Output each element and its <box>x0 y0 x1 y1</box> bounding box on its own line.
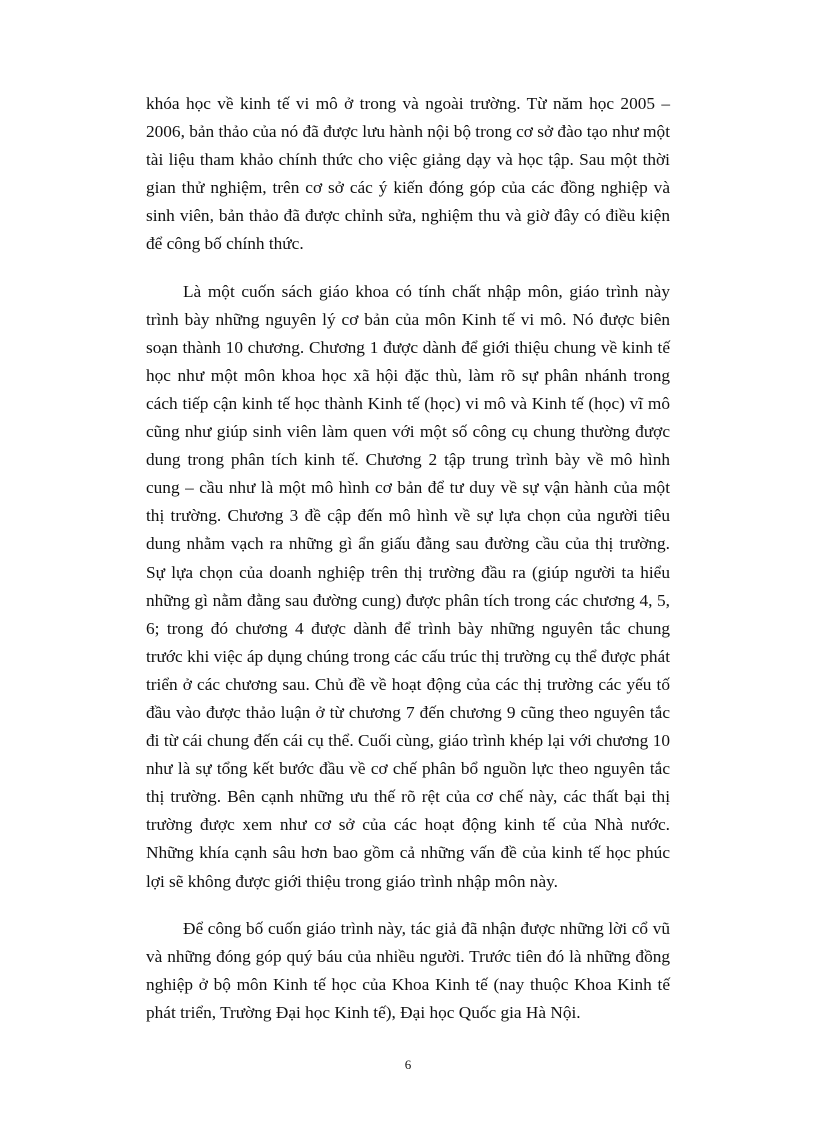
page-body <box>146 90 670 1027</box>
paragraph-acknowledgements: Để công bố cuốn giáo trình này, tác giả đã nhận được những lời cổ vũ và những đóng góp quý báu của nhiều người. Trước tiên đó là những đồng nghiệp ở bộ môn Kinh tế học của Khoa Kinh tế (nay thuộc Khoa Kinh tế phát triển, Trường Đại học Kinh tế), Đại học Quốc gia Hà Nội. <box>146 918 670 1022</box>
paragraph-continuation: khóa học về kinh tế vi mô ở trong và ngoài trường. Từ năm học 2005 – 2006, bản thảo của nó đã được lưu hành nội bộ trong cơ sở đào tạo như một tài liệu tham khảo chính thức cho việc giảng dạy và học tập. Sau một thời gian thử nghiệm, trên cơ sở các ý kiến đóng góp của các đồng nghiệp và sinh viên, bản thảo đã được chỉnh sửa, nghiệm thu và giờ đây có điều kiện để công bố chính thức. <box>146 94 670 254</box>
paragraph-course-structure: Là một cuốn sách giáo khoa có tính chất nhập môn, giáo trình này trình bày những nguyên lý cơ bản của môn Kinh tế vi mô. Nó được biên soạn thành 10 chương. Chương 1 được dành để giới thiệu chung về kinh tế học như một môn khoa học xã hội đặc thù, làm rõ sự phân nhánh trong cách tiếp cận kinh tế học thành Kinh tế (học) vi mô và Kinh tế (học) vĩ mô cũng như giúp sinh viên làm quen với một số công cụ chung thường được dung trong phân tích kinh tế. Chương 2 tập trung trình bày về mô hình cung – cầu như là một mô hình cơ bản để tư duy về sự vận hành của một thị trường. Chương 3 đề cập đến mô hình về sự lựa chọn của người tiêu dung nhằm vạch ra những gì ẩn giấu đằng sau đường cầu của thị trường. Sự lựa chọn của doanh nghiệp trên thị trường đầu ra (giúp người ta hiểu những gì nằm đằng sau đường cung) được phân tích trong các chương 4, 5, 6; trong đó chương 4 được dành để trình bày những nguyên tắc chung trước khi việc áp dụng chúng trong các cấu trúc thị trường cụ thể được phát triển ở các chương sau. Chủ đề về hoạt động của các thị trường các yếu tố đầu vào được thảo luận ở từ chương 7 đến chương 9 cũng theo nguyên tắc đi từ cái chung đến cái cụ thể. Cuối cùng, giáo trình khép lại với chương 10 như là sự tổng kết bước đầu về cơ chế phân bổ nguồn lực theo nguyên tắc thị trường. Bên cạnh những ưu thế rõ rệt của cơ chế này, các thất bại thị trường được xem như cơ sở của các hoạt động kinh tế của Nhà nước. Những khía cạnh sâu hơn bao gồm cả những vấn đề của kinh tế học phúc lợi sẽ không được giới thiệu trong giáo trình nhập môn này. <box>146 281 670 891</box>
page-number: 6 <box>404 1057 412 1072</box>
